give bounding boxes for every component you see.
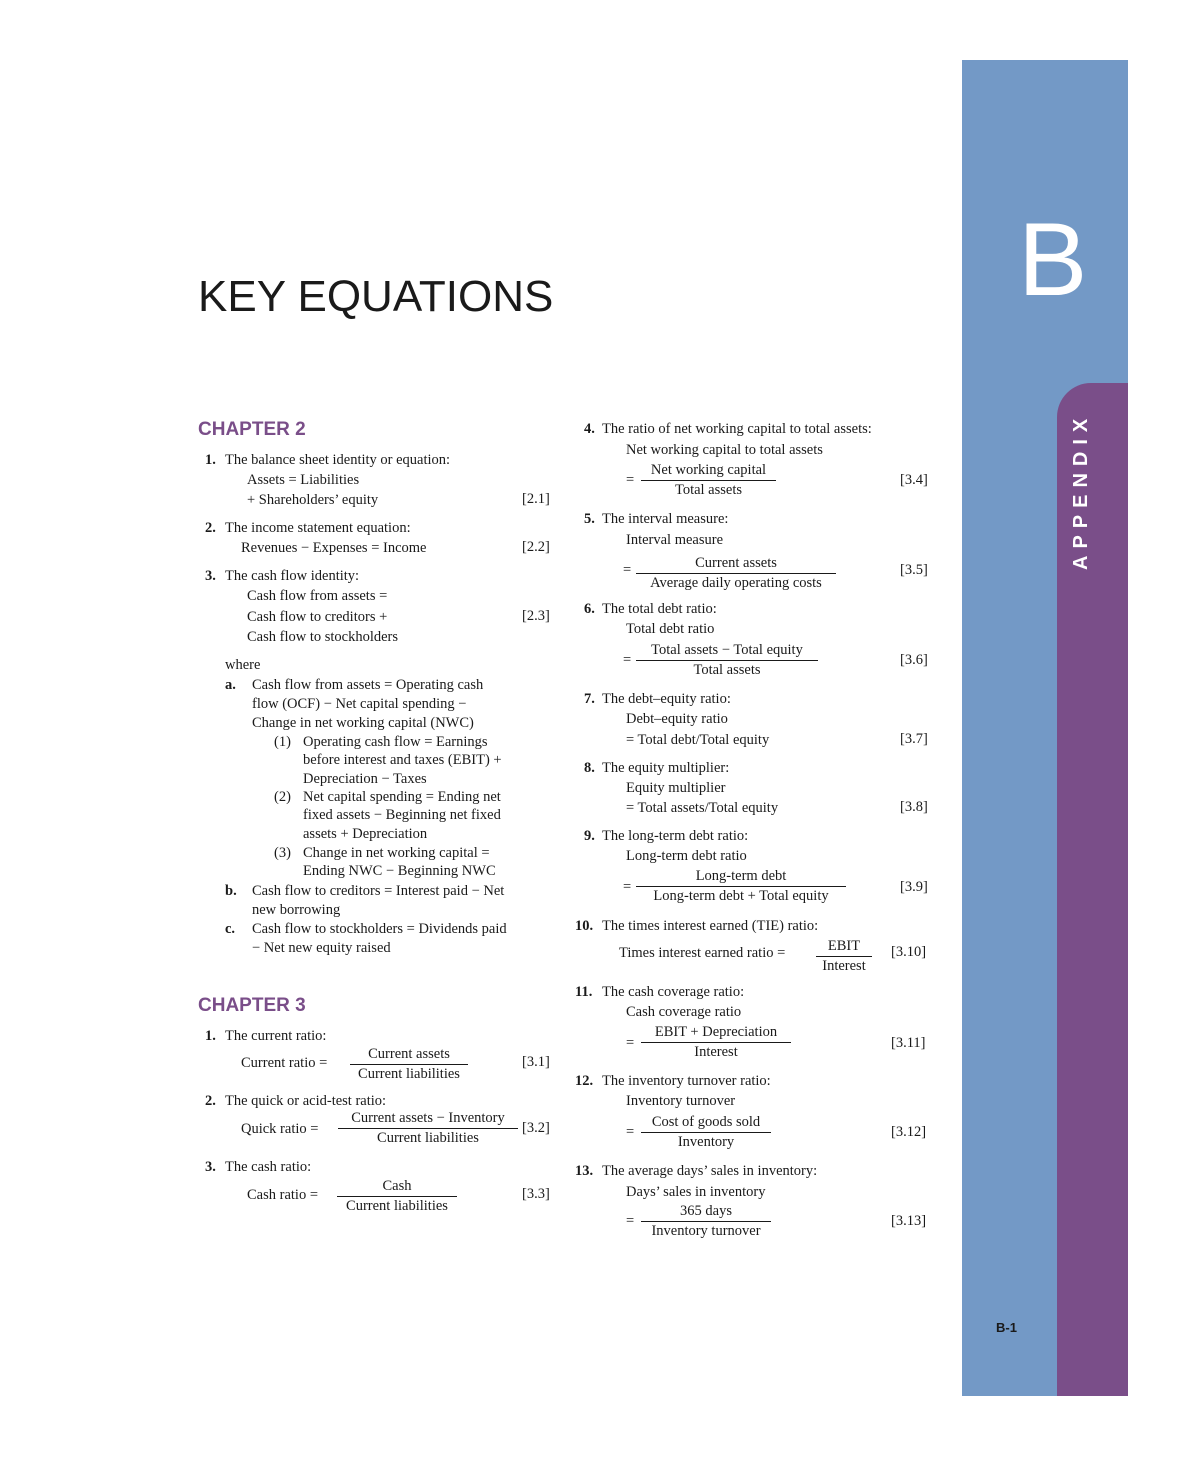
equation-ref: [3.5] (900, 562, 928, 578)
fraction-denominator: Current liabilities (346, 1197, 448, 1214)
equation-ref: [3.10] (891, 944, 927, 960)
fraction-numerator: Current assets (636, 555, 836, 574)
sub-item-label: b. (225, 883, 237, 899)
sub-item-line: Change in net working capital (NWC) (252, 715, 474, 731)
fraction (641, 462, 776, 498)
page-number: B-1 (996, 1320, 1017, 1335)
fraction-denominator: Interest (694, 1043, 738, 1060)
equation-lhs: Equity multiplier (626, 780, 726, 796)
sub-sub-label: (2) (274, 789, 291, 805)
item-number: 2. (205, 520, 216, 536)
item-title: The ratio of net working capital to total assets: (602, 421, 872, 437)
equation-ref: [3.13] (891, 1213, 927, 1229)
fraction-numerator: EBIT (816, 938, 872, 957)
item-number: 5. (584, 511, 595, 527)
item-title: The income statement equation: (225, 520, 411, 536)
item-title: The cash ratio: (225, 1159, 312, 1175)
item-number: 7. (584, 691, 595, 707)
where-label: where (225, 657, 261, 673)
item-title: The balance sheet identity or equation: (225, 452, 451, 468)
sub-item-line: Cash flow to stockholders = Dividends paid (252, 921, 507, 937)
sub-sub-label: (3) (274, 845, 291, 861)
fraction-denominator: Inventory (677, 1133, 735, 1150)
equation-ref: [3.6] (900, 652, 928, 668)
sub-sub-line: Operating cash flow = Earnings (303, 734, 488, 750)
equation-ref: [3.11] (891, 1035, 926, 1051)
equation-line: Cash flow to creditors + (247, 609, 388, 625)
equation-line: + Shareholders’ equity (247, 492, 379, 508)
item-number: 10. (575, 918, 594, 934)
fraction-denominator: Current liabilities (377, 1129, 479, 1146)
equation-ref: [3.3] (522, 1186, 550, 1202)
item-title: The total debt ratio: (602, 601, 717, 617)
fraction-numerator: Long-term debt (636, 868, 846, 887)
item-number: 1. (205, 1028, 216, 1044)
fraction-numerator: EBIT + Depreciation (641, 1024, 791, 1043)
equation-lhs: Long-term debt ratio (626, 848, 747, 864)
fraction (641, 1024, 791, 1060)
equation-rhs: = Total assets/Total equity (626, 800, 779, 816)
equals-sign: = (623, 562, 632, 578)
equation-lhs: Net working capital to total assets (626, 442, 823, 458)
fraction-numerator: Current assets − Inventory (338, 1110, 518, 1129)
chapter-3-heading: CHAPTER 3 (198, 995, 306, 1016)
fraction-numerator: Current assets (350, 1046, 468, 1065)
sub-sub-line: Net capital spending = Ending net (303, 789, 501, 805)
equation-lhs: Cash coverage ratio (626, 1004, 742, 1020)
item-number: 13. (575, 1163, 594, 1179)
equation-lhs: Debt–equity ratio (626, 711, 728, 727)
equation-ref: [3.2] (522, 1120, 550, 1136)
item-number: 1. (205, 452, 216, 468)
item-number: 6. (584, 601, 595, 617)
equation-lhs: Interval measure (626, 532, 724, 548)
fraction-denominator: Inventory turnover (651, 1222, 761, 1239)
sub-item-line: new borrowing (252, 902, 341, 918)
fraction (636, 555, 836, 591)
item-number: 9. (584, 828, 595, 844)
appendix-label: APPENDIX (1070, 411, 1092, 570)
sub-item-line: Cash flow from assets = Operating cash (252, 677, 484, 693)
equation-rhs: = Total debt/Total equity (626, 732, 770, 748)
fraction (350, 1046, 468, 1082)
equation-ref: [2.1] (522, 491, 550, 507)
sub-sub-line: Change in net working capital = (303, 845, 490, 861)
equals-sign: = (623, 652, 632, 668)
fraction-numerator: Cost of goods sold (641, 1114, 771, 1133)
appendix-letter: B (1018, 202, 1088, 318)
item-title: The times interest earned (TIE) ratio: (602, 918, 819, 934)
item-number: 4. (584, 421, 595, 437)
item-number: 11. (575, 984, 593, 1000)
item-number: 8. (584, 760, 595, 776)
fraction (636, 642, 818, 678)
sub-item-line: flow (OCF) − Net capital spending − (252, 696, 467, 712)
sub-item-label: c. (225, 921, 236, 937)
item-title: The equity multiplier: (602, 760, 730, 776)
fraction (816, 938, 872, 974)
equation-ref: [2.2] (522, 539, 550, 555)
fraction-denominator: Total assets (674, 481, 743, 498)
fraction-denominator: Average daily operating costs (650, 574, 822, 591)
item-number: 12. (575, 1073, 594, 1089)
fraction (641, 1114, 771, 1150)
equation-line: Revenues − Expenses = Income (241, 540, 427, 556)
item-title: The inventory turnover ratio: (602, 1073, 771, 1089)
equation-ref: [3.1] (522, 1054, 550, 1070)
equation-ref: [3.7] (900, 731, 928, 747)
equation-lhs: Quick ratio = (241, 1121, 319, 1137)
sub-item-line: − Net new equity raised (252, 940, 391, 956)
equation-lhs: Inventory turnover (626, 1093, 736, 1109)
item-title: The quick or acid-test ratio: (225, 1093, 387, 1109)
equals-sign: = (626, 1213, 635, 1229)
sub-sub-line: Ending NWC − Beginning NWC (303, 863, 496, 879)
equation-line: Cash flow from assets = (247, 588, 388, 604)
item-number: 3. (205, 1159, 216, 1175)
fraction-numerator: Cash (337, 1178, 457, 1197)
item-number: 3. (205, 568, 216, 584)
sub-item-label: a. (225, 677, 236, 693)
fraction-numerator: Total assets − Total equity (636, 642, 818, 661)
equation-lhs: Days’ sales in inventory (626, 1184, 766, 1200)
equation-ref: [3.9] (900, 879, 928, 895)
equation-ref: [3.8] (900, 799, 928, 815)
item-title: The cash flow identity: (225, 568, 360, 584)
item-title: The interval measure: (602, 511, 729, 527)
sub-item-line: Cash flow to creditors = Interest paid − Net (252, 883, 505, 899)
equals-sign: = (626, 1124, 635, 1140)
equation-ref: [3.12] (891, 1124, 927, 1140)
equals-sign: = (623, 879, 632, 895)
fraction-denominator: Total assets (693, 661, 761, 678)
sub-sub-line: assets + Depreciation (303, 826, 428, 842)
equals-sign: = (626, 1035, 635, 1051)
equation-lhs: Total debt ratio (626, 621, 715, 637)
equation-ref: [2.3] (522, 608, 550, 624)
item-number: 2. (205, 1093, 216, 1109)
sub-sub-line: Depreciation − Taxes (303, 771, 427, 787)
fraction-numerator: Net working capital (641, 462, 776, 481)
fraction (636, 868, 846, 904)
equation-line: Assets = Liabilities (247, 472, 360, 488)
sub-sub-label: (1) (274, 734, 291, 750)
equation-lhs: Current ratio = (241, 1055, 328, 1071)
fraction (641, 1203, 771, 1239)
equation-lhs: Cash ratio = (247, 1187, 318, 1203)
fraction-denominator: Current liabilities (358, 1065, 460, 1082)
fraction-numerator: 365 days (641, 1203, 771, 1222)
page-title: KEY EQUATIONS (198, 272, 554, 321)
sub-sub-line: before interest and taxes (EBIT) + (303, 752, 502, 768)
fraction-denominator: Long-term debt + Total equity (653, 887, 829, 904)
equation-ref: [3.4] (900, 472, 928, 488)
fraction-denominator: Interest (822, 957, 866, 974)
fraction (338, 1110, 518, 1146)
item-title: The cash coverage ratio: (602, 984, 745, 1000)
sub-sub-line: fixed assets − Beginning net fixed (303, 807, 501, 823)
item-title: The average days’ sales in inventory: (602, 1163, 818, 1179)
equation-line: Cash flow to stockholders (247, 629, 399, 645)
equation-lhs: Times interest earned ratio = (619, 945, 786, 961)
chapter-2-heading: CHAPTER 2 (198, 419, 306, 440)
fraction (337, 1178, 457, 1214)
item-title: The long-term debt ratio: (602, 828, 749, 844)
item-title: The current ratio: (225, 1028, 327, 1044)
item-title: The debt–equity ratio: (602, 691, 731, 707)
equals-sign: = (626, 472, 635, 488)
